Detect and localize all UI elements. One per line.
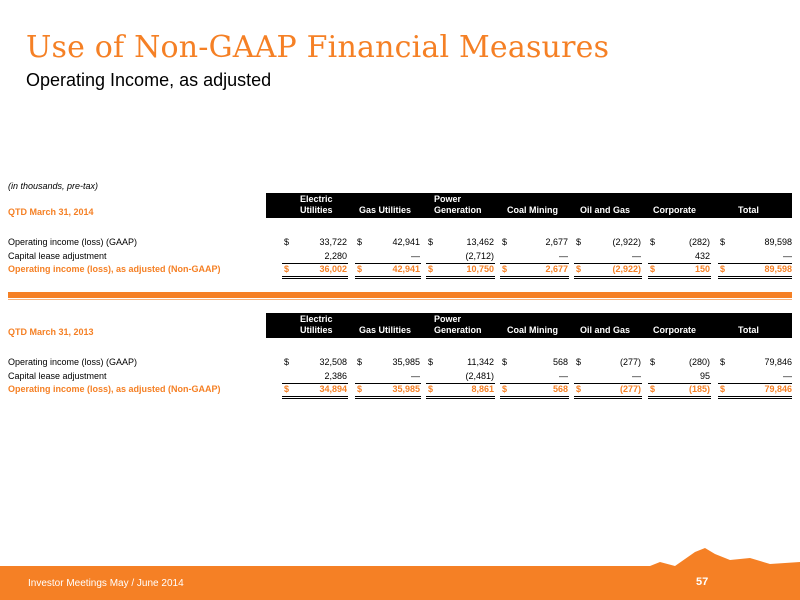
cell-value: 34,894 [319,384,347,394]
double-underline [426,396,495,399]
row-label: Operating income (loss), as adjusted (Non-GAAP) [8,384,221,394]
currency-symbol: $ [357,237,363,247]
column-header [580,314,630,336]
currency-symbol: $ [720,357,726,367]
cell-value: 568 [552,357,568,367]
double-underline [500,396,569,399]
column-header [359,194,411,216]
currency-symbol: $ [357,264,363,274]
column-header-line: Electric [300,314,333,324]
table-row [8,236,792,249]
underline [426,383,495,384]
column-header [738,194,759,216]
section-divider-line [8,299,792,300]
currency-symbol: $ [284,384,290,394]
underline [718,263,792,264]
cell-value: (2,481) [465,371,494,381]
cell-value: 42,941 [392,264,420,274]
cell-value: 79,846 [764,384,792,394]
table-row [8,370,792,383]
adjusted-total-row [8,383,792,396]
currency-symbol: $ [502,357,508,367]
column-header-line [507,194,558,205]
currency-symbol: $ [650,237,656,247]
underline [355,383,421,384]
cell-value: — [411,251,420,261]
row-label: Operating income (loss) (GAAP) [8,357,138,367]
column-header [653,314,696,336]
cell-value: (2,922) [612,237,641,247]
column-header-line [359,194,411,205]
row-label: Operating income (loss), as adjusted (Non-GAAP) [8,264,221,274]
currency-symbol: $ [502,264,508,274]
currency-symbol: $ [576,237,582,247]
currency-symbol: $ [357,357,363,367]
cell-value: (277) [619,384,641,394]
cell-value: 32,508 [319,357,347,367]
column-header-line: Power [434,194,462,204]
page-subtitle: Operating Income, as adjusted [26,70,272,90]
column-header-line: Oil and Gas [580,325,631,335]
currency-symbol: $ [720,237,726,247]
double-underline [282,396,348,399]
column-header-line [653,194,696,205]
section-divider [8,292,792,298]
page-number: 57 [696,576,709,588]
column-header [300,194,333,216]
period-label: QTD March 31, 2014 [8,207,94,217]
cell-value: 2,677 [545,264,568,274]
cell-value: 8,861 [471,384,494,394]
column-header-line [738,314,759,325]
currency-symbol: $ [284,357,290,367]
column-header-line [359,314,411,325]
cell-value: 33,722 [319,237,347,247]
underline [500,383,569,384]
column-header-line: Coal Mining [507,325,558,335]
currency-symbol: $ [428,357,434,367]
column-header-line: Coal Mining [507,205,558,215]
underline [648,383,711,384]
cell-value: (185) [688,384,710,394]
cell-value: (280) [688,357,710,367]
currency-symbol: $ [284,237,290,247]
currency-symbol: $ [284,264,290,274]
page-title: Use of Non-GAAP Financial Measures [26,30,610,65]
currency-symbol: $ [650,264,656,274]
cell-value: — [559,251,568,261]
cell-value: — [411,371,420,381]
row-label: Operating income (loss) (GAAP) [8,237,138,247]
double-underline [282,276,348,279]
cell-value: (2,712) [465,251,494,261]
double-underline [718,396,792,399]
column-header-line [738,194,759,205]
cell-value: — [632,251,641,261]
underline [718,383,792,384]
currency-symbol: $ [357,384,363,394]
currency-symbol: $ [576,357,582,367]
column-header [738,314,759,336]
double-underline [574,396,642,399]
currency-symbol: $ [720,384,726,394]
double-underline [355,396,421,399]
double-underline [718,276,792,279]
cell-value: — [559,371,568,381]
currency-symbol: $ [502,237,508,247]
row-label: Capital lease adjustment [8,371,107,381]
column-header-line: Gas Utilities [359,325,412,335]
column-header [507,314,558,336]
column-header-line: Generation [434,205,482,215]
cell-value: 2,386 [324,371,347,381]
currency-symbol: $ [428,237,434,247]
currency-symbol: $ [576,384,582,394]
row-label: Capital lease adjustment [8,251,107,261]
cell-value: 36,002 [319,264,347,274]
column-header-line: Total [738,205,759,215]
cell-value: 35,985 [392,384,420,394]
table-row [8,356,792,369]
currency-symbol: $ [650,357,656,367]
column-header [359,314,411,336]
cell-value: (282) [688,237,710,247]
column-header [580,194,630,216]
cell-value: 150 [694,264,710,274]
column-header-line: Utilities [300,205,333,215]
cell-value: 13,462 [466,237,494,247]
double-underline [355,276,421,279]
footer-text: Investor Meetings May / June 2014 [28,578,184,589]
column-header-line [653,314,696,325]
column-header-line: Oil and Gas [580,205,631,215]
cell-value: 11,342 [467,357,494,367]
column-header [507,194,558,216]
double-underline [500,276,569,279]
underline [500,263,569,264]
column-header-line: Total [738,325,759,335]
cell-value: 10,750 [466,264,494,274]
column-header [434,314,482,336]
double-underline [426,276,495,279]
cell-value: 568 [552,384,568,394]
column-header-line: Power [434,314,462,324]
cell-value: 2,280 [324,251,347,261]
column-header-line: Electric [300,194,333,204]
units-note: (in thousands, pre-tax) [8,181,99,191]
underline [282,263,348,264]
column-header-line: Corporate [653,205,697,215]
adjusted-total-row [8,263,792,276]
column-header-line [507,314,558,325]
cell-value: 2,677 [545,237,568,247]
cell-value: 79,846 [764,357,792,367]
underline [574,263,642,264]
cell-value: — [783,251,792,261]
column-header [653,194,696,216]
currency-symbol: $ [650,384,656,394]
column-header [434,194,482,216]
period-label: QTD March 31, 2013 [8,327,94,337]
double-underline [574,276,642,279]
underline [282,383,348,384]
cell-value: 42,941 [392,237,420,247]
currency-symbol: $ [576,264,582,274]
cell-value: — [632,371,641,381]
cell-value: (277) [619,357,641,367]
column-header-line: Gas Utilities [359,205,412,215]
currency-symbol: $ [428,384,434,394]
column-header-line [580,314,630,325]
table-row [8,250,792,263]
currency-symbol: $ [428,264,434,274]
cell-value: — [783,371,792,381]
cell-value: 432 [694,251,710,261]
double-underline [648,276,711,279]
cell-value: (2,922) [612,264,641,274]
cell-value: 89,598 [764,264,792,274]
column-header [300,314,333,336]
column-header-line [580,194,630,205]
cell-value: 95 [699,371,710,381]
column-header-line: Generation [434,325,482,335]
underline [426,263,495,264]
double-underline [648,396,711,399]
cell-value: 89,598 [764,237,792,247]
column-header-line: Corporate [653,325,697,335]
underline [648,263,711,264]
underline [355,263,421,264]
underline [574,383,642,384]
currency-symbol: $ [720,264,726,274]
currency-symbol: $ [502,384,508,394]
cell-value: 35,985 [392,357,420,367]
column-header-line: Utilities [300,325,333,335]
